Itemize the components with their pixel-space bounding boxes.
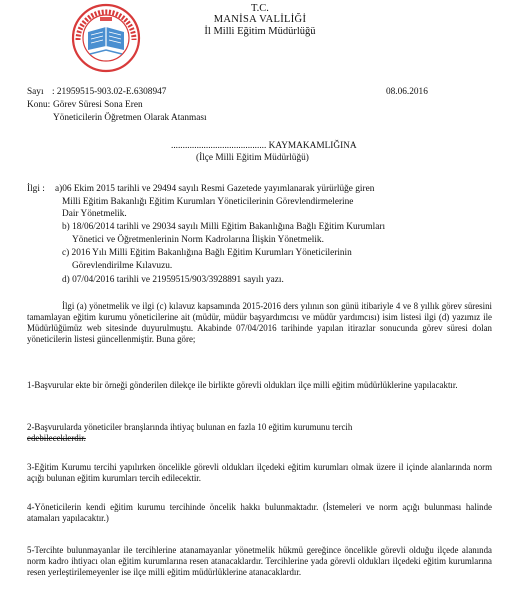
item-4-text: 4-Yöneticilerin kendi eğitim kurumu tercihinde öncelik hakkı bulunmaktadır. (İstemeleri ve norm açığı bulunması halinde atamaları yapılacaktır.) xyxy=(27,502,492,523)
reference-a-line-3: Dair Yönetmelik. xyxy=(62,209,127,219)
recipient-line-2: (İlçe Milli Eğitim Müdürlüğü) xyxy=(196,153,309,163)
subject-line-1: Görev Süresi Sona Eren xyxy=(53,100,143,110)
references-label: İlgi : xyxy=(27,184,45,194)
intro-paragraph xyxy=(27,301,492,345)
number-label: Sayı xyxy=(27,87,44,97)
item-2-text xyxy=(27,422,497,444)
reference-a-line-2: Milli Eğitim Bakanlığı Eğitim Kurumları Yöneticilerinin Görevlendirmelerine xyxy=(62,197,354,207)
subject-line-2: Yöneticilerin Öğretmen Olarak Atanması xyxy=(53,113,207,123)
item-1-text: 1-Başvurular ekte bir örneği gönderilen dilekçe ile birlikte görevli oldukları ilçe milli eğitim müdürlüklerine yapılacaktır. xyxy=(27,380,458,390)
item-5-text: 5-Tercihte bulunmayanlar ile tercihlerine atanamayanlar yönetmelik hükmü gereğince öncelikle görevli olduğu ilçede alanında norm kadro ihtiyacı olan eğitim kurumlarına resen atanacaklardır. Tercihlerine yada görevli oldukları ilçedeki eğitim kurumlarına resen yerleştirilemeyenler ise ilçe milli eğitim müdürlüklerine atanacaklardır. xyxy=(27,545,492,577)
item-2-line-2: edebileceklerdir. xyxy=(27,433,86,443)
header-state: T.C. xyxy=(251,3,269,14)
reference-c-line-1: c) 2016 Yılı Milli Eğitim Bakanlığına Bağlı Eğitim Kurumları Yöneticilerinin xyxy=(62,248,352,258)
document-date: 08.06.2016 xyxy=(386,87,428,97)
item-3-text: 3-Eğitim Kurumu tercihi yapılırken öncelikle görevli oldukları ilçedeki eğitim kurumları olmak üzere il içinde alanlarında norm açığı bulunan eğitim kurumları tercih edilecektir. xyxy=(27,462,492,483)
reference-c-line-2: Görevlendirilme Kılavuzu. xyxy=(72,261,173,271)
ministry-logo xyxy=(66,2,146,74)
number-value: : 21959515-903.02-E.6308947 xyxy=(52,87,167,97)
item-1 xyxy=(27,380,492,391)
reference-b-line-2: Yönetici ve Öğretmenlerinin Norm Kadrolarına İlişkin Yönetmelik. xyxy=(72,235,324,245)
header-directorate: İl Milli Eğitim Müdürlüğü xyxy=(204,26,316,37)
item-2 xyxy=(27,422,497,444)
intro-text: İlgi (a) yönetmelik ve ilgi (c) kılavuz kapsamında 2015-2016 ders yılının son günü itibariyle 4 ve 8 yıllık görev süresini tamamlayan eğitim kurumu yöneticilerine ait (müdür, müdür başyardımcısı ve müdür yardımcısı) isim listesi ilgi (d) yazımız ile Müdürlüğümüz web sitesinde duyurulmuştu. Akabinde 07/04/2016 tarihinde yapılan itirazlar sonucunda görev süresi dolan yöneticilerin listesi güncellenmiştir. Buna göre; xyxy=(27,301,492,344)
header-governorate: MANİSA VALİLİĞİ xyxy=(213,14,307,25)
subject-label: Konu: xyxy=(27,100,51,110)
item-3 xyxy=(27,462,492,484)
item-2-line-1: 2-Başvurularda yöneticiler branşlarında ihtiyaç bulunan en fazla 10 eğitim kurumunu tercih xyxy=(27,422,353,432)
item-4 xyxy=(27,502,492,524)
reference-a-line-1: a)06 Ekim 2015 tarihli ve 29494 sayılı Resmi Gazetede yayımlanarak yürürlüğe giren xyxy=(55,184,375,194)
recipient-line-1: ......................................... KAYMAKAMLIĞINA xyxy=(171,141,357,151)
item-5 xyxy=(27,545,492,578)
reference-d-line-1: d) 07/04/2016 tarihli ve 21959515/903/3928891 sayılı yazı. xyxy=(62,275,284,285)
reference-b-line-1: b) 18/06/2014 tarihli ve 29034 sayılı Milli Eğitim Bakanlığına Bağlı Eğitim Kurumları xyxy=(62,222,386,232)
